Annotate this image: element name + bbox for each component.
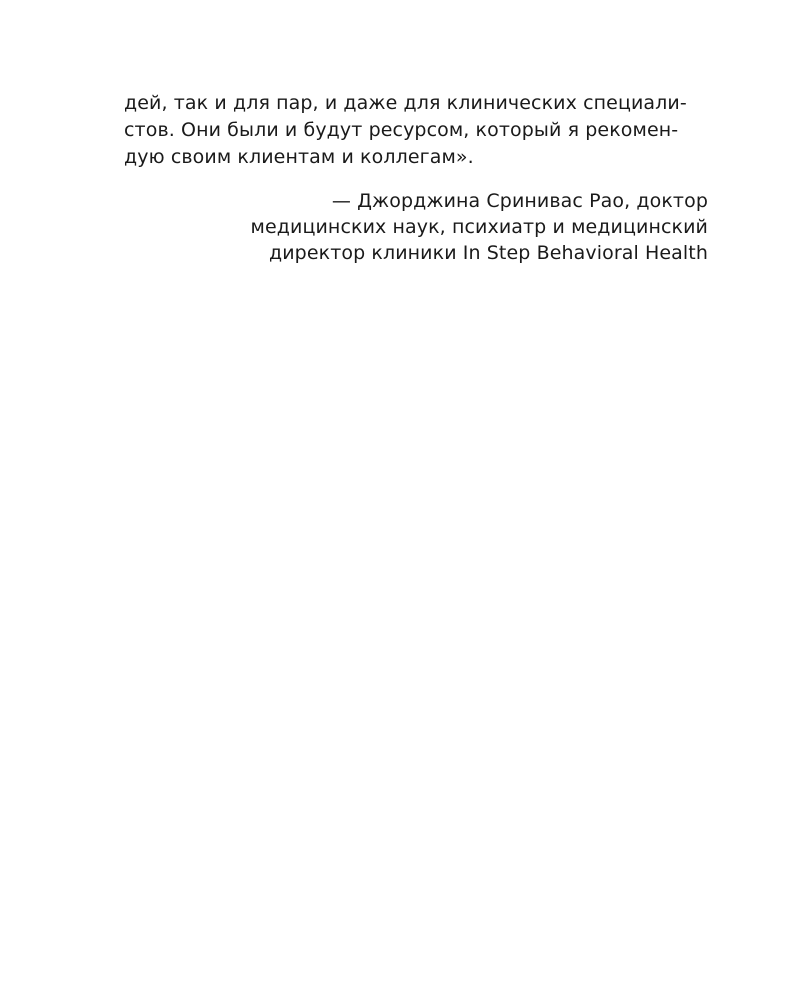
quote-line: стов. Они были и будут ресурсом, который я рекомен- (124, 119, 679, 141)
attribution-line: директор клиники In Step Behavioral Health (268, 242, 708, 264)
quote-attribution (200, 188, 708, 266)
attribution-line: медицинских наук, психиатр и медицинский (250, 216, 708, 238)
quote-paragraph (124, 90, 714, 171)
quote-line: дую своим клиентам и коллегам». (124, 146, 474, 168)
attribution-line: — Джорджина Сринивас Рао, доктор (331, 190, 708, 212)
quote-line: дей, так и для пар, и даже для клинических специали- (124, 92, 687, 114)
